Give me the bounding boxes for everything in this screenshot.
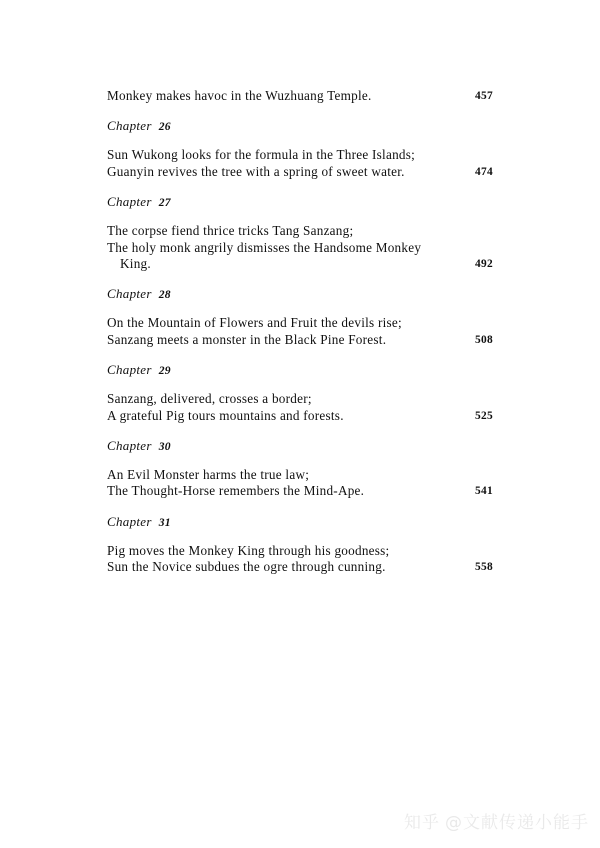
toc-entry[interactable]: [107, 467, 493, 500]
toc-page-number: 508: [475, 333, 493, 346]
chapter-number: 27: [158, 196, 171, 210]
toc-entry-text: [107, 391, 462, 424]
toc-entry-line: The Thought-Horse remembers the Mind-Ape.: [107, 483, 365, 499]
chapter-heading-29: [107, 362, 493, 379]
toc-entry-line: The corpse fiend thrice tricks Tang Sanzang;: [107, 223, 354, 239]
chapter-number: 29: [158, 364, 171, 378]
toc-entry-line: Pig moves the Monkey King through his goodness;: [107, 542, 390, 558]
chapter-label: Chapter: [107, 362, 152, 378]
toc-entry-line: An Evil Monster harms the true law;: [107, 467, 310, 483]
toc-entry-line: Sun Wukong looks for the formula in the Three Islands;: [107, 147, 416, 163]
toc-entry-line: A grateful Pig tours mountains and forests.: [107, 407, 344, 423]
toc-entry-line: Sun the Novice subdues the ogre through cunning.: [107, 559, 386, 575]
toc-page-number: 558: [475, 561, 493, 574]
chapter-heading-30: [107, 438, 493, 455]
toc-entry-line: Monkey makes havoc in the Wuzhuang Temple.: [107, 88, 372, 103]
toc-entry-text: [107, 543, 462, 576]
chapter-number: 28: [158, 288, 171, 302]
chapter-heading-28: [107, 286, 493, 303]
toc-entry[interactable]: [107, 391, 493, 424]
toc-entry-text: [107, 88, 462, 104]
toc-entry-line: Guanyin revives the tree with a spring of sweet water.: [107, 163, 405, 179]
toc-entry-line: King.: [120, 256, 151, 272]
toc-entry-text: [107, 315, 462, 348]
watermark: [404, 812, 589, 834]
chapter-heading-31: [107, 514, 493, 531]
toc-entry-line: Sanzang, delivered, crosses a border;: [107, 391, 312, 407]
toc-entry-text: [107, 147, 462, 180]
toc-entry[interactable]: [107, 543, 493, 576]
toc-entry-line: The holy monk angrily dismisses the Handsome Monkey: [107, 239, 422, 255]
toc-entry[interactable]: [107, 315, 493, 348]
toc-entry-text: [107, 223, 462, 272]
toc-page-number: 525: [475, 409, 493, 422]
chapter-label: Chapter: [107, 286, 152, 302]
chapter-number: 30: [158, 440, 171, 454]
chapter-number: 26: [158, 120, 171, 134]
chapter-label: Chapter: [107, 513, 152, 529]
chapter-label: Chapter: [107, 118, 152, 134]
toc-entry[interactable]: [107, 223, 493, 272]
watermark-logo: 知乎: [404, 813, 440, 833]
toc-page-number: 492: [475, 258, 493, 271]
toc-entry[interactable]: [107, 147, 493, 180]
chapter-label: Chapter: [107, 194, 152, 210]
toc-page-number: 457: [475, 90, 493, 102]
chapter-label: Chapter: [107, 438, 152, 454]
watermark-handle: @文献传递小能手: [445, 813, 589, 833]
toc-entry-line: On the Mountain of Flowers and Fruit the devils rise;: [107, 315, 402, 331]
toc-entry[interactable]: [107, 88, 493, 104]
toc-entry-line: Sanzang meets a monster in the Black Pine Forest.: [107, 331, 387, 347]
chapter-number: 31: [158, 515, 171, 529]
chapter-heading-26: [107, 118, 493, 135]
table-of-contents-list: [107, 88, 493, 590]
chapter-heading-27: [107, 194, 493, 211]
toc-page-number: 541: [475, 485, 493, 498]
toc-entry-text: [107, 467, 462, 500]
toc-page-number: 474: [475, 165, 493, 178]
